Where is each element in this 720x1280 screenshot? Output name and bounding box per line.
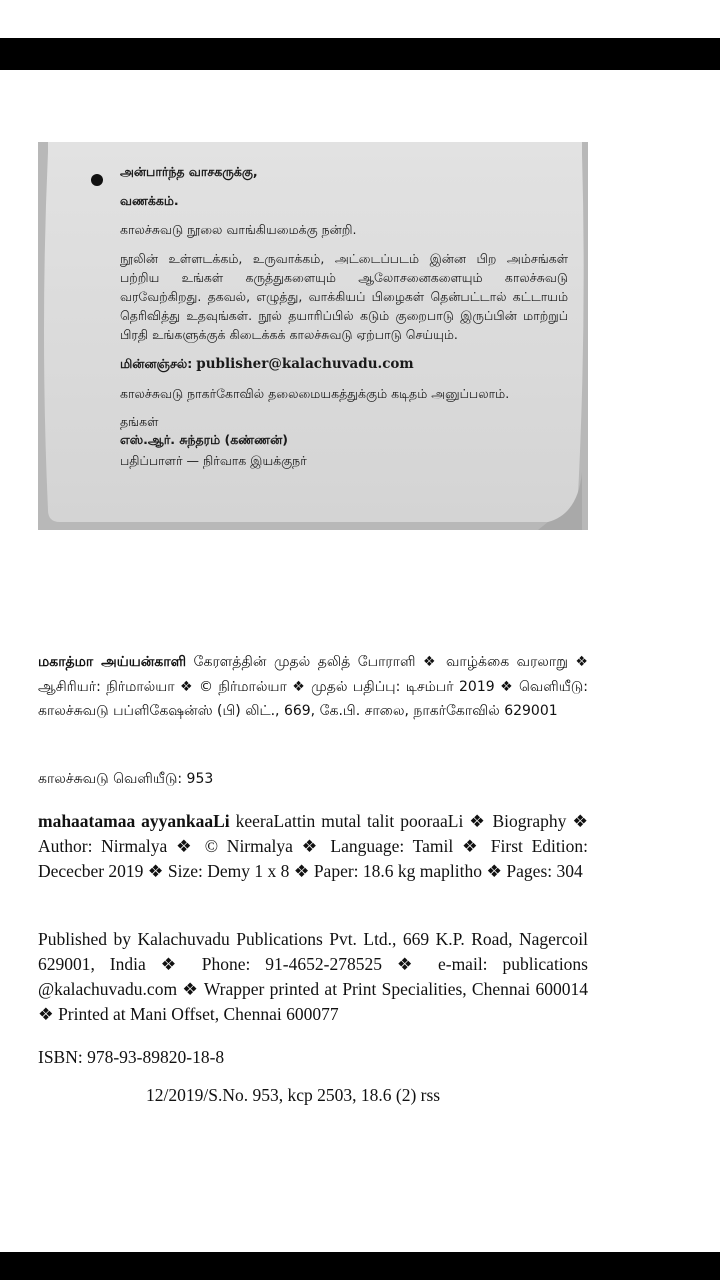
note-letter: காலச்சுவடு நாகர்கோவில் தலைமையகத்துக்கும் கடிதம் அனுப்பலாம். [120,386,510,401]
tamil-book-title: மகாத்மா அய்யன்காளி [38,654,187,670]
tamil-colophon [38,650,588,724]
english-colophon [38,809,588,884]
publication-serial: காலச்சுவடு வெளியீடு: 953 [38,771,214,787]
publisher-details: Published by Kalachuvadu Publications Pvt. Ltd., 669 K.P. Road, Nagercoil 629001, India ❖ Phone: 91-4652-278525 ❖ e-mail: publications @kalachuvadu.com ❖ Wrapper printed at Print Specialities, Chennai 600014 ❖ Printed at Mani Offset, Chennai 600077 [38,929,588,1024]
isbn: ISBN: 978-93-89820-18-8 [38,1047,225,1067]
note-greeting: அன்பார்ந்த வாசகருக்கு, [120,164,258,179]
reader-note-card [38,142,588,530]
bottom-black-bar [0,1252,720,1280]
note-thanks: காலச்சுவடு நூலை வாங்கியமைக்கு நன்றி. [120,222,357,237]
note-body: நூலின் உள்ளடக்கம், உருவாக்கம், அட்டைப்படம் இன்ன பிற அம்சங்கள் பற்றிய உங்கள் கருத்துகளையும் ஆலோசனைகளையும் காலச்சுவடு வரவேற்கிறது. தகவல், எழுத்து, வாக்கியப் பிழைகள் தென்பட்டால் கட்டாயம் தெரிவித்து உதவுங்கள். நூல் தயாரிப்பில் கடும் குறைபாடு இருப்பின் மாற்றுப் பிரதி உங்களுக்குக் கிடைக்கக் காலச்சுவடு ஏற்பாடு செய்யும். [120,251,568,342]
note-signatory: எஸ்.ஆர். சுந்தரம் (கண்ணன்) [120,432,288,447]
note-content [120,162,568,470]
translit-book-details: keeraLattin mutal talit pooraaLi ❖ Biography ❖ Author: Nirmalya ❖ © Nirmalya ❖ Language: Tamil ❖ First Edition: Dececber 2019 ❖ Size: Demy 1 x 8 ❖ Paper: 18.6 kg maplitho ❖ Pages: 304 [38,811,589,881]
translit-book-title: mahaatamaa ayyankaaLi [38,811,230,831]
bullet-dot [91,174,103,186]
note-closing: தங்கள் [120,414,159,429]
email-address: publisher@kalachuvadu.com [196,356,414,372]
note-designation: பதிப்பாளர் — நிர்வாக இயக்குநர் [120,453,307,468]
top-black-bar [0,38,720,70]
email-label: மின்னஞ்சல்: [120,356,193,371]
print-line: 12/2019/S.No. 953, kcp 2503, 18.6 (2) rss [146,1085,441,1105]
tamil-book-details: கேரளத்தின் முதல் தலித் போராளி ❖ வாழ்க்கை வரலாறு ❖ ஆசிரியர்: நிர்மால்யா ❖ © நிர்மால்யா ❖ முதல் பதிப்பு: டிசம்பர் 2019 ❖ வெளியீடு: காலச்சுவடு பப்ளிகேஷன்ஸ் (பி) லிட்., 669, கே.பி. சாலை, நாகர்கோவில் 629001 [38,654,588,719]
note-salutation: வணக்கம். [120,193,179,208]
note-email-line [120,354,568,374]
